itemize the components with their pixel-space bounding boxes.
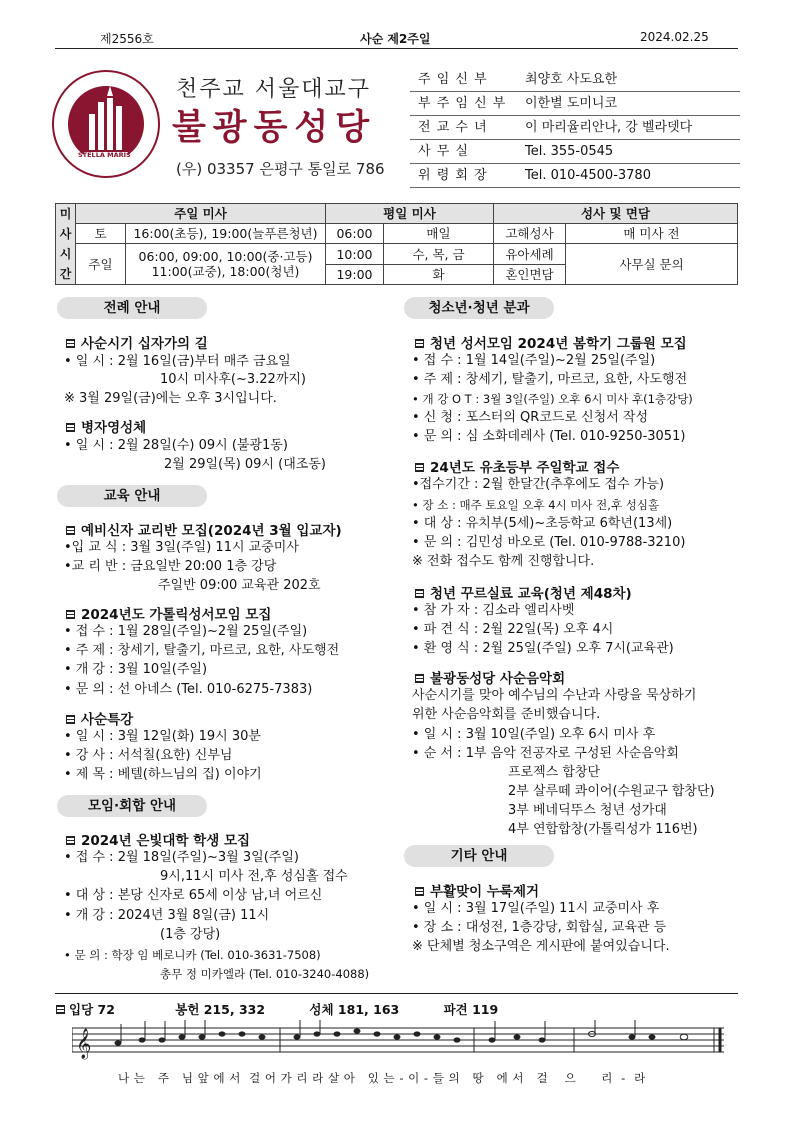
- text-line: • 신 청 : 포스터의 QR코드로 신청서 작성: [412, 410, 649, 425]
- text-line: 사순시기를 맞아 예수님의 수난과 사랑을 묵상하기: [412, 688, 697, 703]
- staff-row: 위 령 회 장 Tel. 010-4500-3780: [410, 164, 740, 188]
- text-line: • 문 의 : 심 소화데레사 (Tel. 010-9250-3051): [412, 429, 686, 444]
- sun-label: 주일: [76, 244, 126, 285]
- weekday-time: 06:00: [326, 224, 384, 244]
- weekday-time: 19:00: [326, 265, 384, 285]
- checkbox-icon: [415, 339, 424, 348]
- text-line: 9시,11시 미사 전,후 성심홀 접수: [160, 869, 348, 884]
- text-line: • 제 목 : 베텔(하느님의 집) 이야기: [64, 767, 262, 782]
- text-line: • 대 상 : 유치부(5세)~초등학교 6학년(13세): [412, 516, 673, 531]
- staff-row: 전 교 수 녀 이 마리율리안나, 강 벨라뎃다: [410, 116, 740, 140]
- section-education: 교육 안내: [57, 485, 207, 507]
- issue-date: 2024.02.25: [640, 30, 709, 44]
- diocese-name: 천주교 서울대교구: [176, 77, 372, 102]
- text-line: • 문 의 : 김민성 바오로 (Tel. 010-9788-3210): [412, 535, 686, 550]
- checkbox-icon: [56, 1005, 65, 1014]
- text-line: • 환 영 식 : 2월 25일(주일) 오후 7시(교육관): [412, 641, 674, 656]
- liturgical-week: 사순 제2주일: [360, 32, 431, 46]
- text-line: 주일반 09:00 교육관 202호: [158, 578, 321, 593]
- section-title: 부활맞이 누룩제거: [415, 880, 539, 900]
- confession-label: 고해성사: [494, 224, 566, 244]
- staff-row: 사 무 실 Tel. 355-0545: [410, 140, 740, 164]
- music-staff: [72, 1020, 726, 1070]
- text-line: • 장 소 : 대성전, 1층강당, 회합실, 교육관 등: [412, 920, 667, 935]
- text-line: • 장 소 : 매주 토요일 오후 4시 미사 전,후 성심홀: [412, 498, 660, 512]
- staff-row: 주 임 신 부 최양호 사도요한: [410, 68, 740, 92]
- header-rule: [55, 48, 738, 49]
- baptism-label: 유아세례: [494, 244, 566, 265]
- section-liturgy: 전례 안내: [57, 297, 207, 319]
- checkbox-icon: [66, 526, 75, 535]
- sun-times: 06:00, 09:00, 10:00(중·고등) 11:00(교중), 18:00(청년): [126, 244, 326, 285]
- text-line: • 순 서 : 1부 음악 전공자로 구성된 사순음악회: [412, 746, 679, 761]
- text-line: • 문 의 : 학장 임 베로니카 (Tel. 010-3631-7508): [64, 948, 321, 962]
- checkbox-icon: [66, 339, 75, 348]
- text-line: 위한 사순음악회를 준비했습니다.: [412, 707, 601, 722]
- section-title: 사순시기 십자가의 길: [66, 332, 208, 352]
- text-line: ※ 전화 접수도 함께 진행합니다.: [412, 554, 595, 569]
- text-line: • 일 시 : 2월 28일(수) 09시 (불광1동): [64, 438, 288, 453]
- checkbox-icon: [66, 423, 75, 432]
- sat-times: 16:00(초등), 19:00(늘푸른청년): [126, 224, 326, 244]
- hymn-communion: 성체 181, 163: [309, 1002, 400, 1017]
- section-title: 24년도 유초등부 주일학교 접수: [415, 456, 619, 476]
- text-line: • 문 의 : 선 아네스 (Tel. 010-6275-7383): [64, 682, 313, 697]
- checkbox-icon: [66, 836, 75, 845]
- text-line: • 대 상 : 본당 신자로 65세 이상 남,녀 어르신: [64, 888, 323, 903]
- weekday-days: 수, 목, 금: [384, 244, 494, 265]
- hymn-dismissal: 파견 119: [443, 1002, 499, 1017]
- text-line: • 접 수 : 1월 14일(주일)~2월 25일(주일): [412, 353, 656, 368]
- text-line: • 일 시 : 3월 17일(주일) 11시 교중미사 후: [412, 901, 660, 916]
- confession-value: 매 미사 전: [566, 224, 738, 244]
- seal-text: STELLA MARIS: [78, 151, 131, 159]
- text-line: (1층 강당): [160, 927, 221, 942]
- marriage-label: 혼인면담: [494, 265, 566, 285]
- parish-name: 불광동성당: [172, 108, 377, 148]
- checkbox-icon: [415, 589, 424, 598]
- text-line: ※ 단체별 청소구역은 게시판에 붙여있습니다.: [412, 939, 670, 954]
- text-line: 프로젝스 합창단: [508, 765, 601, 780]
- text-line: • 일 시 : 3월 10일(주일) 오후 6시 미사 후: [412, 727, 656, 742]
- weekday-time: 10:00: [326, 244, 384, 265]
- hymn-lyrics: 나 는 주 님 앞 에 서 걸 어 가 리 라 살 아 있 는 - 이 - 들 의 땅 에 서 걸 으 리 - 라: [118, 1071, 646, 1085]
- text-line: • 개 강 O T : 3월 3일(주일) 오후 6시 미사 후(1층강당): [412, 392, 693, 406]
- text-line: 총무 정 미카엘라 (Tel. 010-3240-4088): [160, 967, 370, 981]
- office-inquiry: 사무실 문의: [566, 244, 738, 285]
- text-line: •접수기간 : 2월 한달간(추후에도 접수 가능): [412, 477, 665, 492]
- section-youth: 청소년·청년 분과: [404, 297, 554, 319]
- sunday-mass-header: 주일 미사: [76, 204, 326, 224]
- checkbox-icon: [66, 715, 75, 724]
- text-line: 2부 살루떼 콰이어(수원교구 합창단): [508, 784, 715, 799]
- section-title: 사순특강: [66, 708, 133, 728]
- sat-label: 토: [76, 224, 126, 244]
- text-line: • 일 시 : 2월 16일(금)부터 매주 금요일: [64, 354, 291, 369]
- section-title: 예비신자 교리반 모집(2024년 3월 입교자): [66, 519, 342, 539]
- text-line: 3부 베네딕뚜스 청년 성가대: [508, 803, 667, 818]
- hymn-entrance: 입당 72: [69, 1002, 115, 1017]
- svg-text:𝄞: 𝄞: [76, 1029, 92, 1059]
- text-line: • 주 제 : 창세기, 탈출기, 마르코, 요한, 사도행전: [412, 372, 688, 387]
- text-line: • 일 시 : 3월 12일(화) 19시 30분: [64, 729, 261, 744]
- text-line: 10시 미사후(~3.22까지): [160, 372, 307, 387]
- text-line: • 파 견 식 : 2월 22일(목) 오후 4시: [412, 622, 614, 637]
- text-line: • 접 수 : 1월 28일(주일)~2월 25일(주일): [64, 624, 308, 639]
- footer-rule: [55, 993, 738, 994]
- hymn-list: [56, 1000, 498, 1018]
- checkbox-icon: [415, 674, 424, 683]
- text-line: ※ 3월 29일(금)에는 오후 3시입니다.: [64, 391, 277, 406]
- weekday-days: 화: [384, 265, 494, 285]
- section-title: 2024년도 가톨릭성서모임 모집: [66, 603, 271, 623]
- section-meetings: 모임·회합 안내: [57, 795, 207, 817]
- section-title: 불광동성당 사순음악회: [415, 667, 565, 687]
- text-line: • 개 강 : 3월 10일(주일): [64, 662, 208, 677]
- mass-schedule-table: [55, 203, 738, 285]
- text-line: • 참 가 자 : 김소라 엘리사벳: [412, 603, 575, 618]
- hymn-offertory: 봉헌 215, 332: [175, 1002, 266, 1017]
- text-line: • 접 수 : 2월 18일(주일)~3월 3일(주일): [64, 850, 299, 865]
- text-line: •입 교 식 : 3월 3일(주일) 11시 교중미사: [64, 540, 299, 555]
- parish-seal: [52, 70, 160, 178]
- section-etc: 기타 안내: [404, 845, 554, 867]
- mass-side-label: 미사 시간: [56, 204, 76, 285]
- text-line: • 주 제 : 창세기, 탈출기, 마르코, 요한, 사도행전: [64, 643, 340, 658]
- weekday-days: 매일: [384, 224, 494, 244]
- sacrament-header: 성사 및 면담: [494, 204, 738, 224]
- weekday-mass-header: 평일 미사: [326, 204, 494, 224]
- staff-row: 부 주 임 신 부 이한별 도미니코: [410, 92, 740, 116]
- checkbox-icon: [415, 463, 424, 472]
- section-title: 청년 성서모임 2024년 봄학기 그룹원 모집: [415, 332, 687, 352]
- text-line: • 개 강 : 2024년 3월 8일(금) 11시: [64, 908, 270, 923]
- text-line: 2월 29일(목) 09시 (대조동): [164, 457, 326, 472]
- checkbox-icon: [415, 887, 424, 896]
- text-line: •교 리 반 : 금요일반 20:00 1층 강당: [64, 559, 277, 574]
- section-title: 병자영성체: [66, 416, 146, 436]
- parish-address: (우) 03357 은평구 통일로 786: [176, 160, 385, 178]
- text-line: 4부 연합합창(가톨릭성가 116번): [508, 822, 698, 837]
- section-title: 청년 꾸르실료 교육(청년 제48차): [415, 582, 632, 602]
- church-icon: [54, 72, 158, 176]
- issue-number: 제2556호: [100, 32, 154, 46]
- section-title: 2024년 은빛대학 학생 모집: [66, 829, 250, 849]
- checkbox-icon: [66, 610, 75, 619]
- text-line: • 강 사 : 서석칠(요한) 신부님: [64, 748, 233, 763]
